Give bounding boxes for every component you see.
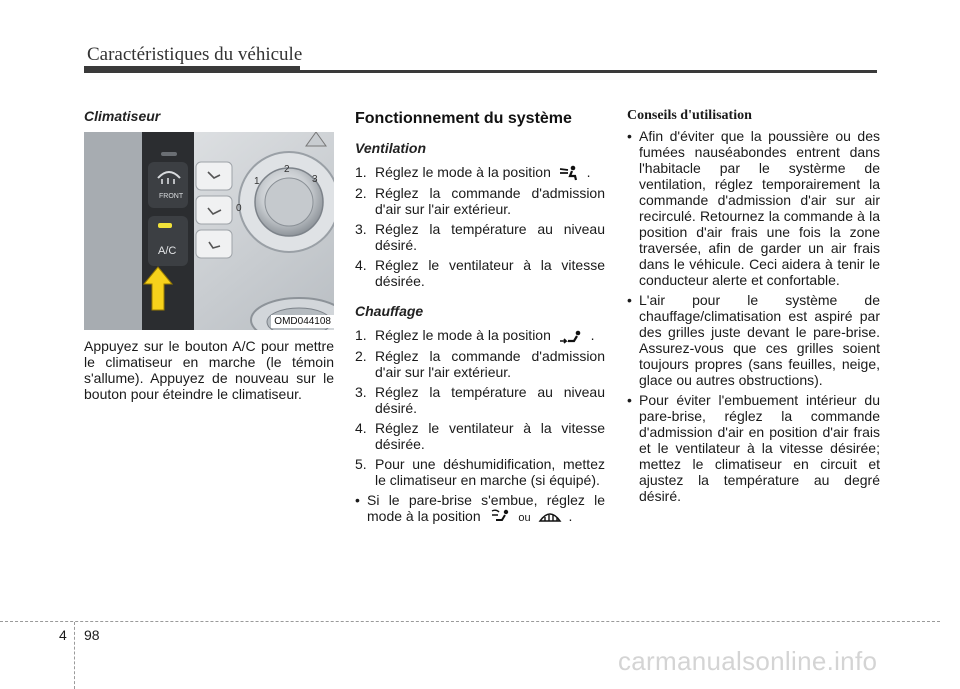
fan-dial-label-3: 3 [312,174,318,185]
step-text: Réglez le ventilateur à la vitesse désirée. [375,419,605,452]
step-number: 4. [355,419,367,436]
bullet-dot: • [355,491,360,508]
list-item [355,221,605,253]
list-item [627,292,880,388]
front-label: FRONT [159,193,184,200]
step-text: Réglez la commande d'admission d'air sur l'air extérieur. [375,185,605,218]
fan-dial-label-2: 2 [284,164,290,175]
section-title: Fonctionnement du système [355,110,572,127]
step-text: Réglez le ventilateur à la vitesse désirée. [375,257,605,290]
fan-dial-label-1: 1 [254,176,260,187]
list-item [355,384,605,416]
footer-divider [0,621,940,622]
footer-vertical-divider [74,622,75,689]
page-header-title: Caractéristiques du véhicule [87,44,303,65]
ac-indicator-light [158,223,172,228]
list-item [355,492,605,526]
face-vent-mode-icon [558,165,580,181]
step-number: 5. [355,455,367,472]
or-text: ou [518,511,531,524]
step-end: . [590,327,595,344]
step-end: . [586,164,591,180]
tip-text: Pour éviter l'embuement intérieur du pare-brise, réglez la commande d'admission d'air en position d'air frais et le ventilateur à la vitesse désirée; mettez le climatiseur en circuit et ajustez la température au degré désiré. [639,392,880,504]
ac-panel-photo [84,132,334,330]
ac-panel-illustration [84,132,334,330]
image-code: OMD044108 [271,315,334,328]
list-item [355,456,605,488]
step-number: 2. [355,185,367,202]
chapter-number: 4 [59,627,67,643]
ac-instructions: Appuyez sur le bouton A/C pour mettre le climatiseur en marche (le témoin s'allume). Appuyez de nouveau sur le bouton pour éteindre le climatiseur. [84,338,334,402]
ac-label: A/C [158,245,177,257]
tip-text: Afin d'éviter que la poussière ou des fumées nauséabondes entrent dans l'habitacle par le systèrme de ventilation, réglez temporairement la commande d'admission d'air sur air recirculé. Retournez la commande à la position d'air frais une fois la zone traversée, afin de garder un air frais dans le véhicule. Ceci aidera à tenir le conducteur alerte et confortable. [639,128,880,288]
chauffage-bullets [355,492,605,526]
tips-list [627,128,880,504]
climatiseur-subtitle: Climatiseur [84,108,161,124]
step-number: 3. [355,383,367,400]
defrost-icon [538,509,562,525]
ventilation-steps [355,164,605,289]
chauffage-subtitle: Chauffage [355,303,424,320]
list-item [355,257,605,289]
bullet-dot: • [627,292,632,308]
ventilation-subtitle: Ventilation [355,140,427,156]
step-text: Pour une déshumidification, mettez le climatiseur en marche (si équipé). [375,455,605,488]
step-text: Réglez la température au niveau désiré. [375,383,605,416]
tip-text: L'air pour le système de chauffage/climatisation est aspiré par des grilles juste devant le pare-brise. Assurez-vous que ces grilles soient toujours propres (sans feuilles, neige, glace ou autres obstructions). [639,292,880,388]
step-text: Réglez le mode à la position [375,327,551,344]
step-number: 1. [355,164,367,180]
fan-dial-label-0: 0 [236,203,242,214]
step-text: Réglez la commande d'admission d'air sur l'air extérieur. [375,347,605,380]
list-item [627,392,880,504]
list-item [627,128,880,288]
chauffage-steps [355,327,605,487]
step-number: 1. [355,327,367,344]
list-item [355,327,605,343]
left-column [84,108,334,402]
bullet-end: . [568,507,573,524]
header-rule [84,70,877,73]
tips-title: Conseils d'utilisation [627,108,752,123]
list-item [355,164,605,181]
watermark: carmanualsonline.info [618,646,878,676]
list-item [355,185,605,217]
page-number: 98 [84,627,100,643]
middle-column [355,108,605,530]
right-column [627,108,880,508]
bullet-text: Si le pare-brise s'embue, réglez le mode à la position [367,491,605,524]
step-number: 3. [355,221,367,238]
floor-defrost-mode-icon [488,509,512,525]
list-item [355,348,605,380]
floor-vent-mode-icon [558,330,584,344]
bullet-dot: • [627,392,632,408]
step-text: Réglez le mode à la position [375,164,551,180]
step-number: 4. [355,257,367,274]
bullet-dot: • [627,128,632,144]
list-item [355,420,605,452]
step-number: 2. [355,347,367,364]
step-text: Réglez la température au niveau désiré. [375,221,605,254]
